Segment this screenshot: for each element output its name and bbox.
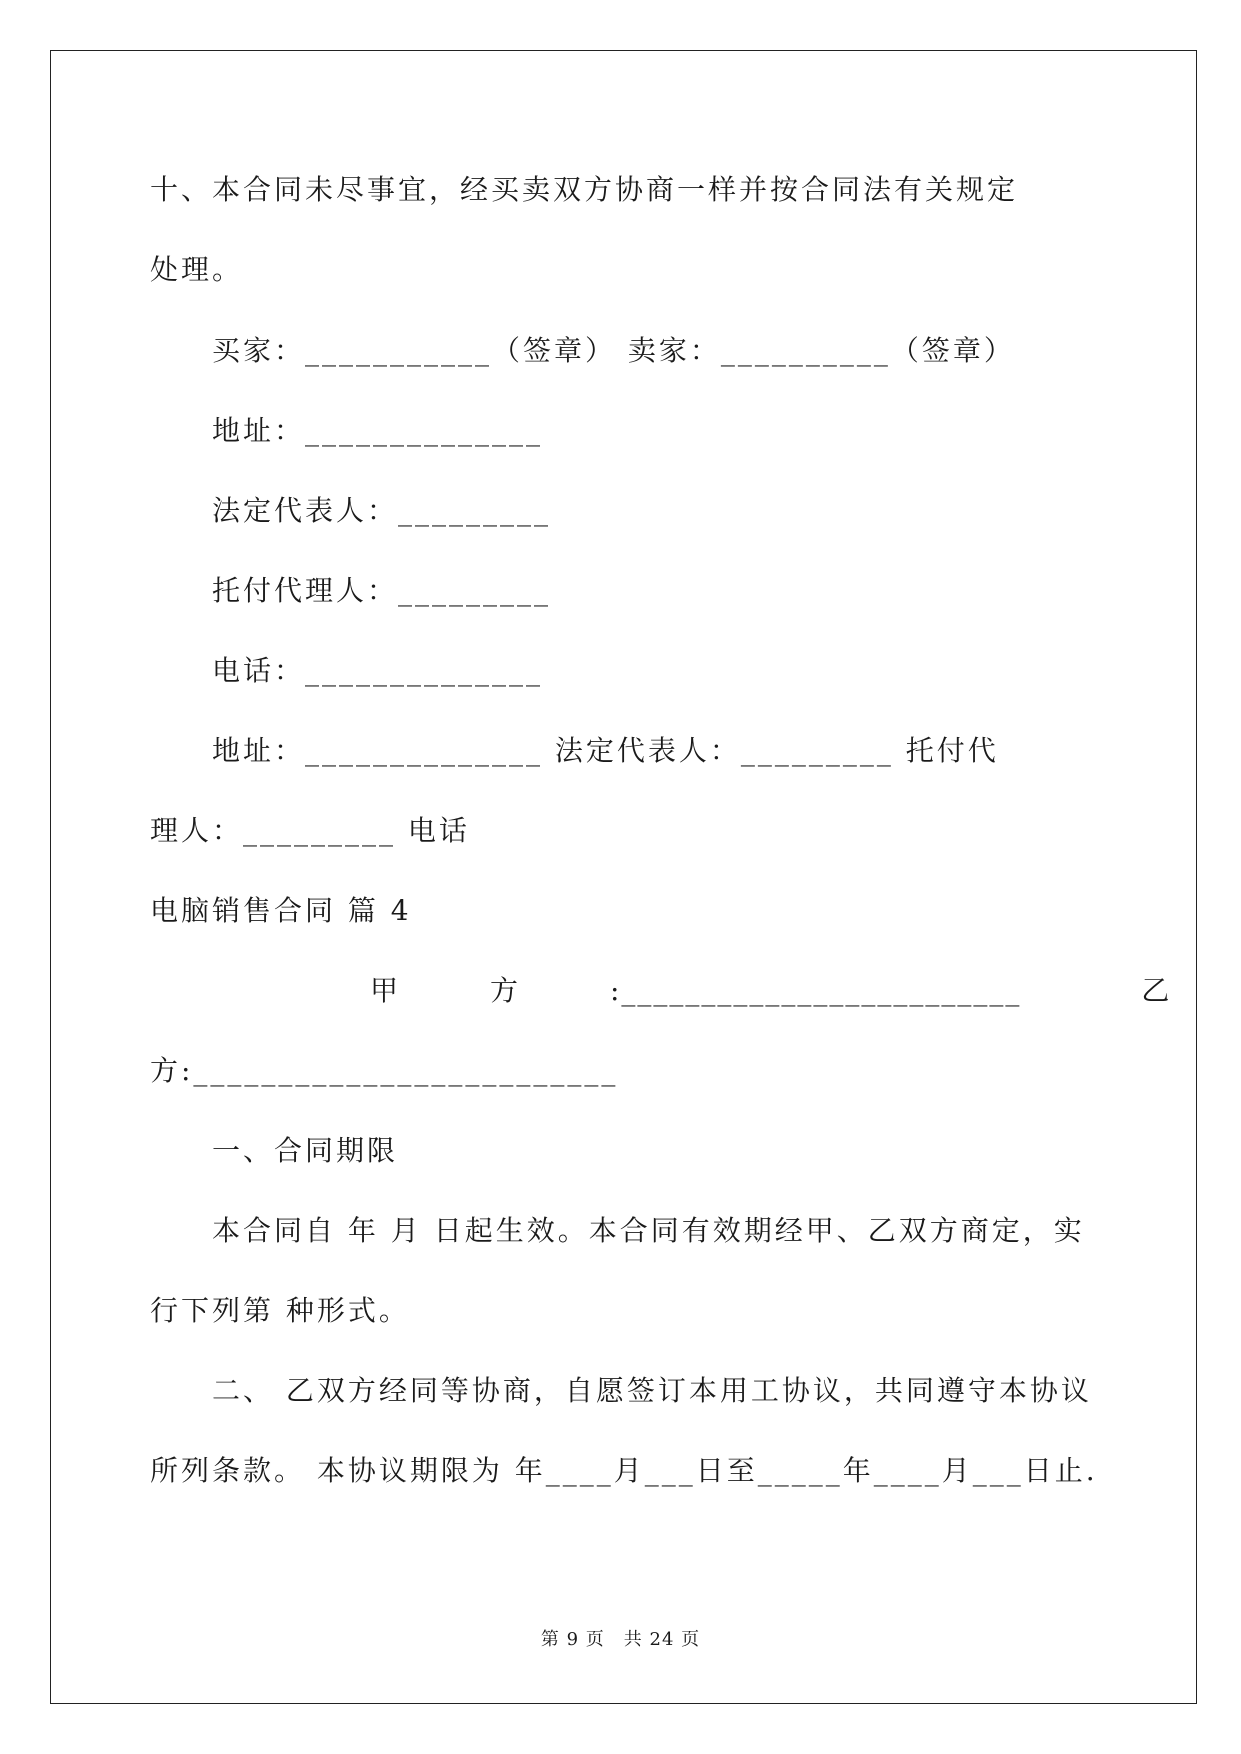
legal-representative-line: 法定代表人：_________: [212, 494, 552, 527]
term-paragraph-line-1: 本合同自 年 月 日起生效。本合同有效期经甲、乙双方商定，实: [212, 1214, 1085, 1247]
buyer-seller-signature-line: 买家：___________（签章） 卖家：__________（签章）: [212, 334, 1015, 367]
term-heading: 一、合同期限: [212, 1134, 399, 1167]
party-a-b-line-2: 方:_________________________: [150, 1054, 619, 1087]
clause-2-line-1: 二、 乙双方经同等协商，自愿签订本用工协议，共同遵守本协议: [212, 1374, 1092, 1407]
section-title: 电脑销售合同 篇 4: [150, 894, 412, 927]
page-footer: [0, 1628, 1241, 1652]
party-a-b-line-1: 甲 方 :_________________________ 乙: [370, 974, 1172, 1007]
term-paragraph-line-2: 行下列第 种形式。: [150, 1294, 410, 1327]
seller-details-line-1: 地址：______________ 法定代表人：_________ 托付代: [212, 734, 999, 767]
agent-line: 托付代理人：_________: [212, 574, 552, 607]
phone-line: 电话：______________: [212, 654, 544, 687]
clause-10-line-2: 处理。: [150, 253, 244, 286]
seller-details-line-2: 理人：_________ 电话: [150, 814, 470, 847]
page-number: 第 9 页 共 24 页: [540, 1629, 701, 1650]
clause-10-line-1: 十、本合同未尽事宜，经买卖双方协商一样并按合同法有关规定: [150, 173, 1019, 206]
address-line: 地址：______________: [212, 414, 544, 447]
clause-2-line-2: 所列条款。 本协议期限为 年____月___日至_____年____月___日止.: [150, 1454, 1098, 1487]
